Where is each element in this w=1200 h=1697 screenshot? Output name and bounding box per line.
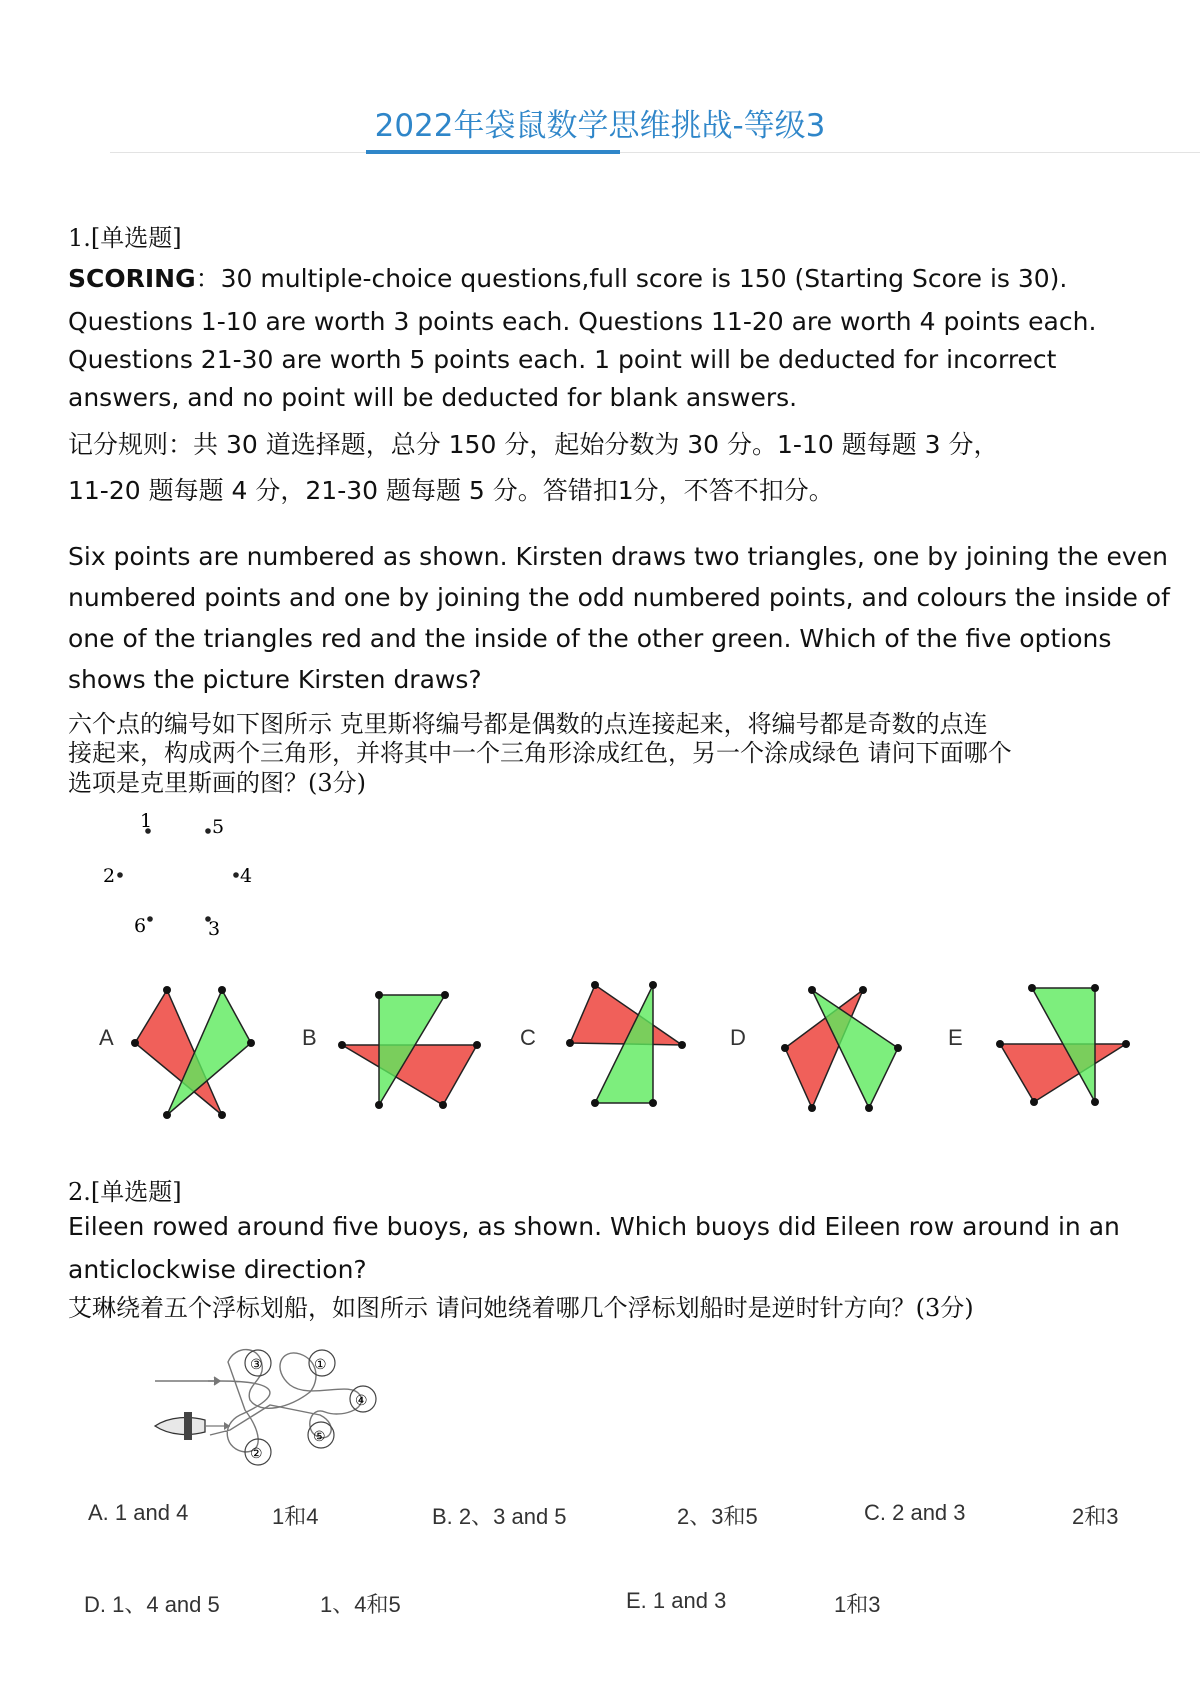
option-c-red-triangle [570,985,682,1045]
point-2-label: 2 [103,865,116,887]
q1-cn-line-1: 六个点的编号如下图所示 克里斯将编号都是偶数的点连接起来，将编号都是奇数的点连 [68,710,988,738]
page-title: 2022年袋鼠数学思维挑战-等级3 [374,108,826,144]
q2-en-line-2: anticlockwise direction? [68,1255,367,1284]
option-d-figure[interactable] [775,980,915,1120]
option-b-label[interactable]: B [302,1025,317,1050]
buoy-4-label: ④ [355,1393,368,1409]
q2-option-b-cn: 2、3和5 [677,1504,758,1529]
option-c-figure[interactable] [560,975,700,1115]
point-5-label: 5 [212,816,225,838]
point-3-label: 3 [208,918,221,940]
q2-option-b[interactable]: B. 2、3 and 5 [432,1504,567,1529]
scoring-cn-line-1: 记分规则：共 30 道选择题，总分 150 分，起始分数为 30 分。1-10 题每题 3 分， [68,430,999,459]
scoring-line-1 [68,260,1067,298]
buoy-3-label: ③ [250,1357,263,1373]
q1-en-line-4: shows the picture Kirsten draws? [68,665,482,694]
q1-en-line-2: numbered points and one by joining the odd numbered points, and colours the inside of [68,583,1170,612]
point-6-label: 6 [134,915,147,937]
scoring-cn-line-2: 11-20 题每题 4 分，21-30 题每题 5 分。答错扣1分，不答不扣分。 [68,476,834,505]
q2-option-c-cn: 2和3 [1072,1504,1119,1529]
option-e-figure[interactable] [990,978,1140,1118]
point-4-label: 4 [240,865,253,887]
scoring-line-4: answers, and no point will be deducted for blank answers. [68,383,798,412]
q1-en-line-3: one of the triangles red and the inside of the other green. Which of the five options [68,624,1112,653]
buoy-1-label: ① [314,1357,327,1373]
question-1-tag: 1.[单选题] [68,224,182,252]
title-divider [110,152,1200,153]
buoy-route-figure [150,1340,400,1470]
option-c-label[interactable]: C [520,1025,536,1050]
q2-en-line-1: Eileen rowed around five buoys, as shown. Which buoys did Eileen row around in an [68,1212,1120,1241]
q1-cn-line-3: 选项是克里斯画的图？(3分) [68,769,366,797]
scoring-label: SCORING [68,264,196,293]
q1-en-line-1: Six points are numbered as shown. Kirsten draws two triangles, one by joining the even [68,542,1168,571]
point-4-dot [233,872,239,878]
q2-option-a[interactable]: A. 1 and 4 [88,1500,189,1525]
option-a-figure[interactable] [125,980,265,1120]
title-underline [366,150,620,154]
question-2-tag: 2.[单选题] [68,1178,182,1206]
q2-cn-line-1: 艾琳绕着五个浮标划船，如图所示 请问她绕着哪几个浮标划船时是逆时针方向？(3分) [68,1294,974,1322]
rowboat-icon [155,1412,230,1440]
option-e-label[interactable]: E [948,1025,963,1050]
option-a-label[interactable]: A [99,1025,114,1050]
option-d-label[interactable]: D [730,1025,746,1050]
buoy-5-label: ⑤ [313,1429,326,1445]
point-2-dot [117,872,123,878]
option-b-figure[interactable] [337,985,487,1115]
scoring-text: ：30 multiple-choice questions,full score is 150 (Starting Score is 30). [195,264,1068,293]
option-e-red-triangle [1000,1044,1126,1102]
point-1-label: 1 [140,810,153,832]
point-5-dot [205,828,211,834]
q2-option-d[interactable]: D. 1、4 and 5 [84,1592,220,1617]
buoy-2-label: ② [250,1446,263,1462]
scoring-line-3: Questions 21-30 are worth 5 points each. 1 point will be deducted for incorrect [68,345,1057,374]
point-6-dot [147,916,153,922]
q2-option-a-cn: 1和4 [272,1504,319,1529]
q2-option-e[interactable]: E. 1 and 3 [626,1588,727,1613]
q2-option-c[interactable]: C. 2 and 3 [864,1500,966,1525]
q2-option-d-cn: 1、4和5 [320,1592,401,1617]
scoring-line-2: Questions 1-10 are worth 3 points each. Questions 11-20 are worth 4 points each. [68,307,1097,336]
numbered-points-figure [90,805,270,945]
q2-option-e-cn: 1和3 [834,1592,881,1617]
q1-cn-line-2: 接起来，构成两个三角形，并将其中一个三角形涂成红色，另一个涂成绿色 请问下面哪个 [68,739,1012,767]
